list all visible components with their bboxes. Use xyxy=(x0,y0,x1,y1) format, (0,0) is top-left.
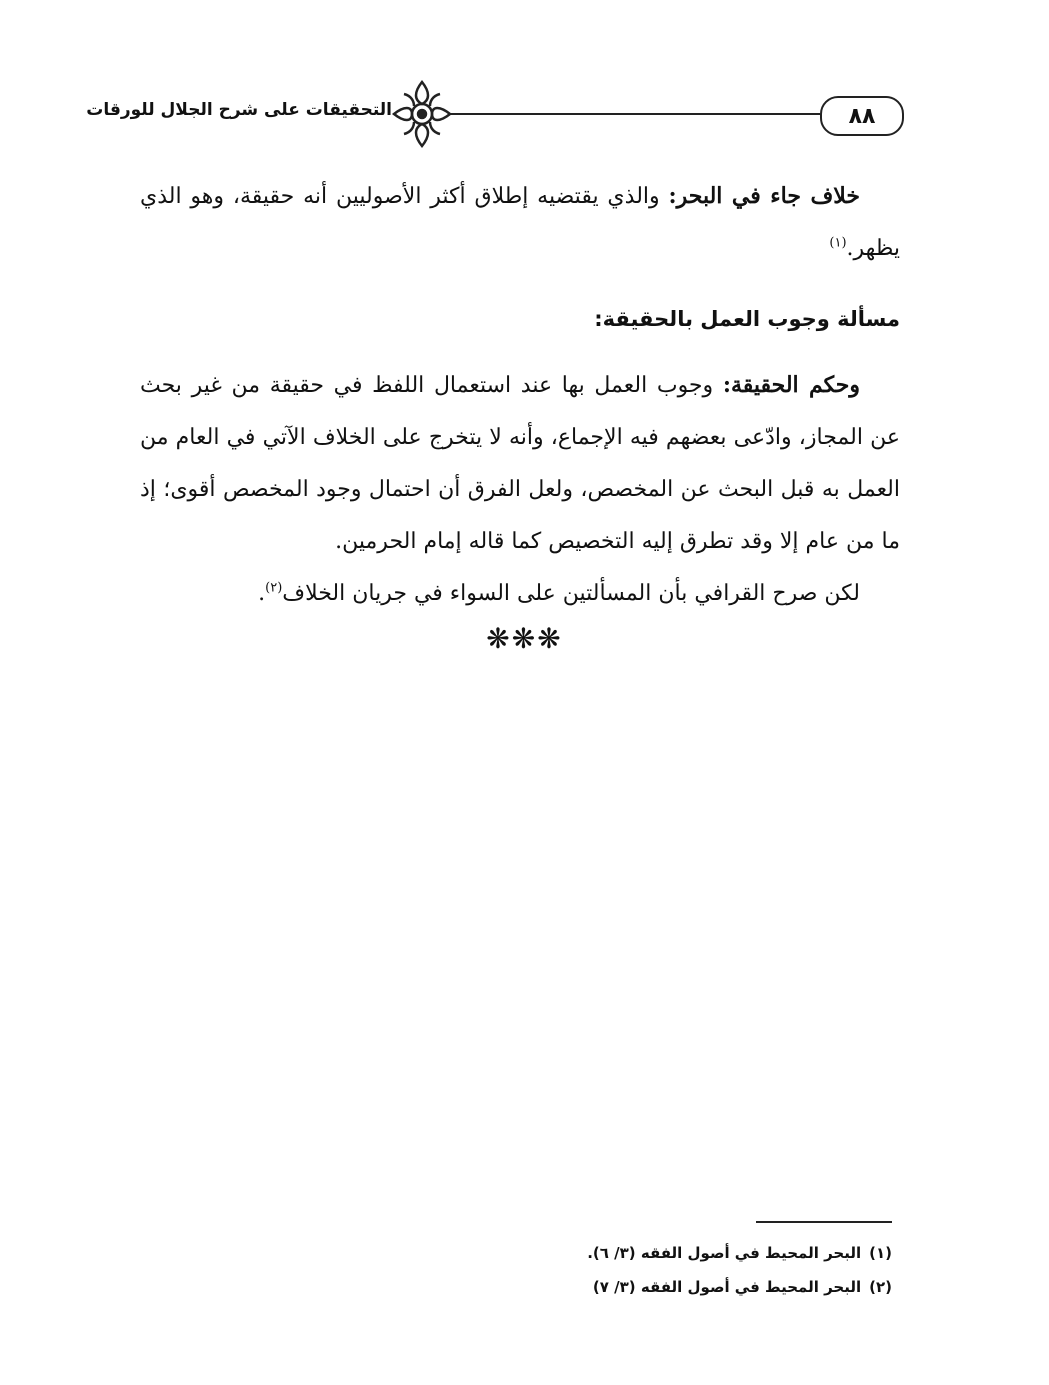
footnote-1 xyxy=(560,1236,892,1270)
header-rule xyxy=(450,113,820,115)
footnote-ref-1[interactable]: (١) xyxy=(829,235,847,251)
paragraph-1-text: والذي يقتضيه إطلاق أكثر الأصوليين أنه حقيقة، وهو الذي يظهر. xyxy=(140,184,900,261)
footnote-rule xyxy=(756,1221,892,1223)
paragraph-1-lead: خلاف جاء في البحر: xyxy=(668,183,860,209)
paragraph-2-text: وجوب العمل بها عند استعمال اللفظ في حقيقة من غير بحث عن المجاز، وادّعى بعضهم فيه الإجماع، وأنه لا يتخرج على الخلاف الآتي في العام من العمل به قبل البحث عن المخصص، ولعل الفرق أن احتمال وجود المخصص أقوى؛ إذ ما من عام إلا وقد تطرق إليه التخصيص كما قاله إمام الحرمين. xyxy=(140,373,900,554)
footnote-1-text: البحر المحيط في أصول الفقه (٣/ ٦). xyxy=(587,1244,862,1262)
paragraph-2 xyxy=(140,359,900,568)
footnotes xyxy=(560,1236,892,1304)
footnote-1-number: (١) xyxy=(869,1244,892,1262)
page-header xyxy=(86,76,910,156)
footnote-2-text: البحر المحيط في أصول الفقه (٣/ ٧) xyxy=(592,1278,862,1296)
floral-ornament-icon xyxy=(390,78,454,150)
footnote-2 xyxy=(560,1270,892,1304)
footnote-ref-2[interactable]: (٢) xyxy=(265,580,283,596)
section-separator: ❋❋❋ xyxy=(486,622,563,655)
paragraph-3-text: لكن صرح القرافي بأن المسألتين على السواء في جريان الخلاف xyxy=(282,581,860,606)
page-number: ٨٨ xyxy=(820,96,904,136)
paragraph-1 xyxy=(140,170,900,275)
spacer xyxy=(140,275,900,285)
paragraph-3-end: . xyxy=(258,581,266,606)
footnote-2-number: (٢) xyxy=(869,1278,892,1296)
section-heading: مسألة وجوب العمل بالحقيقة: xyxy=(594,307,900,331)
paragraph-3 xyxy=(140,568,900,620)
paragraph-2-lead: وحكم الحقيقة: xyxy=(722,372,860,398)
main-text xyxy=(140,170,900,620)
running-title: التحقيقات على شرح الجلال للورقات xyxy=(86,100,392,120)
